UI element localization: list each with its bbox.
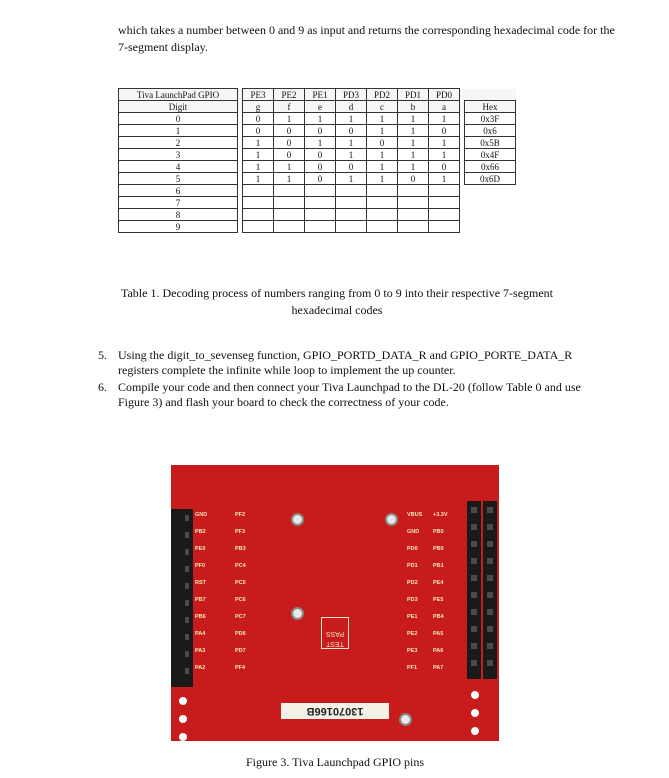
hex-cell [465,221,516,233]
table-row [119,137,516,149]
bit-cell [274,209,305,221]
pin-label: PB0 [433,546,444,552]
pin-label: PE3 [407,648,418,654]
bit-cell: 0 [305,149,336,161]
hex-cell: 0x6 [465,125,516,137]
bit-cell: 0 [305,173,336,185]
hex-cell: 0x66 [465,161,516,173]
launchpad-photo [171,465,499,741]
pin-label: PC4 [235,563,246,569]
bit-cell: 0 [429,125,460,137]
pin-hole [471,558,477,564]
bit-cell: 1 [336,137,367,149]
pin-label: GND [407,529,420,535]
pin-hole [487,592,493,598]
mount-hole-icon [399,713,412,726]
bit-cell [336,209,367,221]
bit-cell: 1 [367,173,398,185]
bit-cell: 1 [243,149,274,161]
digit-cell: 1 [119,125,238,137]
bit-cell: 1 [429,137,460,149]
pin-label: PD2 [407,580,418,586]
hex-cell: 0x4F [465,149,516,161]
segment-header: c [367,101,398,113]
segment-header: d [336,101,367,113]
bit-cell: 1 [305,113,336,125]
pin-label: PD0 [407,546,418,552]
table-row [119,161,516,173]
hex-cell: 0x5B [465,137,516,149]
bit-cell: 0 [274,149,305,161]
table-row [119,185,516,197]
bit-cell: 1 [336,173,367,185]
pin-label: PB5 [433,529,444,535]
pin-hole [471,524,477,530]
table-subheader-row [119,101,516,113]
pin-label: PD1 [407,563,418,569]
bit-cell: 1 [305,137,336,149]
bit-cell: 0 [398,173,429,185]
digit-header: Digit [119,101,238,113]
led-dot-icon [471,691,479,699]
pin-label: PA4 [195,631,206,637]
pin-label: PA2 [195,665,206,671]
pin-label: PB1 [433,563,444,569]
hex-cell [465,209,516,221]
digit-cell: 6 [119,185,238,197]
bit-cell [336,221,367,233]
pin-header: PD3 [336,89,367,101]
pin-label: PC5 [235,580,246,586]
pin-header-strip [171,509,185,687]
pin-label: PE5 [433,597,444,603]
bit-cell: 1 [398,149,429,161]
segment-header: b [398,101,429,113]
pin-hole [487,609,493,615]
digit-cell: 9 [119,221,238,233]
pin-label: PB3 [235,546,246,552]
pin-label: PA3 [195,648,206,654]
bit-cell: 0 [274,137,305,149]
bit-cell: 0 [336,161,367,173]
table-row [119,173,516,185]
step-item [98,380,598,410]
bit-cell [398,209,429,221]
bit-cell [274,185,305,197]
pin-label: PE4 [433,580,444,586]
bit-cell: 1 [274,173,305,185]
bit-cell: 0 [305,125,336,137]
pin-label: PB6 [195,614,206,620]
bit-cell [243,221,274,233]
bit-cell [398,185,429,197]
pin-hole [487,660,493,666]
bit-cell [274,197,305,209]
bit-cell: 1 [336,149,367,161]
mount-hole-icon [291,607,304,620]
step-number: 6. [98,380,107,394]
mount-hole-icon [291,513,304,526]
bit-cell [336,197,367,209]
bit-cell [429,221,460,233]
instruction-steps [98,348,598,412]
bit-cell: 0 [274,125,305,137]
pin-label: PB4 [433,614,444,620]
pin-label: PB7 [195,597,206,603]
pin-hole [471,541,477,547]
pin-label: PC6 [235,597,246,603]
test-pass-stamp: TEST PASS [321,617,349,649]
pin-label: PA6 [433,648,444,654]
pin-label: PD3 [407,597,418,603]
bit-cell: 1 [398,113,429,125]
pin-header-strip [483,501,497,679]
pin-label: PD6 [235,631,246,637]
table-row [119,197,516,209]
bit-cell [305,185,336,197]
bit-cell [305,197,336,209]
pin-label: PB2 [195,529,206,535]
pin-hole [471,660,477,666]
pin-hole [471,643,477,649]
bit-cell: 1 [274,161,305,173]
bit-cell: 1 [398,161,429,173]
pin-hole [471,507,477,513]
bit-cell: 1 [367,161,398,173]
step-text: Compile your code and then connect your Tiva Launchpad to the DL-20 (follow Table 0 and use Figure 3) and flash your board to check the correctness of your code. [118,380,581,409]
pin-label: PE1 [407,614,418,620]
bit-cell [367,197,398,209]
bit-cell: 1 [243,137,274,149]
pin-header: PE2 [274,89,305,101]
bit-cell: 0 [367,137,398,149]
led-dot-icon [179,715,187,723]
pin-hole [487,507,493,513]
bit-cell: 1 [336,113,367,125]
bit-cell [398,197,429,209]
bit-cell: 1 [243,161,274,173]
bit-cell: 1 [429,113,460,125]
digit-cell: 3 [119,149,238,161]
pin-header: PD1 [398,89,429,101]
hex-cell: 0x3F [465,113,516,125]
bit-cell: 0 [336,125,367,137]
pin-hole [487,524,493,530]
launchpad-board [171,465,499,741]
pin-header: PD2 [367,89,398,101]
digit-cell: 0 [119,113,238,125]
bit-cell [429,197,460,209]
bit-cell [274,221,305,233]
led-dot-icon [179,697,187,705]
bit-cell: 1 [398,125,429,137]
led-dot-icon [471,709,479,717]
bit-cell [367,221,398,233]
pin-label: PF3 [235,529,246,535]
pin-header: PE1 [305,89,336,101]
pin-hole [471,626,477,632]
pin-label: PE0 [195,546,206,552]
bit-cell: 1 [429,173,460,185]
pin-hole [487,626,493,632]
segment-header: e [305,101,336,113]
decoding-table [118,88,516,233]
bit-cell [243,209,274,221]
pin-label: VBUS [407,512,423,518]
bit-cell [367,185,398,197]
pin-hole [471,609,477,615]
bit-cell [398,221,429,233]
hex-cell [465,185,516,197]
serial-label: 13070166B [281,703,389,719]
pin-hole [471,575,477,581]
pin-hole [487,541,493,547]
bit-cell: 1 [429,149,460,161]
pin-label: PF0 [195,563,206,569]
figure-caption: Figure 3. Tiva Launchpad GPIO pins [246,755,424,769]
bit-cell [429,185,460,197]
bit-cell [336,185,367,197]
bit-cell [305,209,336,221]
table-row [119,221,516,233]
pin-hole [487,643,493,649]
bit-cell [243,197,274,209]
hex-header: Hex [465,101,516,113]
hex-cell [465,197,516,209]
segment-header: f [274,101,305,113]
bit-cell [429,209,460,221]
pin-label: PF4 [235,665,246,671]
pin-label: PF1 [407,665,418,671]
table-row [119,113,516,125]
bit-cell: 0 [429,161,460,173]
digit-cell: 7 [119,197,238,209]
digit-cell: 4 [119,161,238,173]
bit-cell: 1 [274,113,305,125]
pin-label: RST [195,580,206,586]
step-item [98,348,598,378]
bit-cell: 0 [243,125,274,137]
digit-cell: 2 [119,137,238,149]
bit-cell: 1 [367,149,398,161]
segment-header: a [429,101,460,113]
pin-label: GND [195,512,208,518]
pin-label: PF2 [235,512,246,518]
pin-header: PE3 [243,89,274,101]
table-row [119,125,516,137]
pin-label: +3.3V [433,512,448,518]
pin-header-strip [467,501,481,679]
digit-cell: 5 [119,173,238,185]
header-label: Tiva LaunchPad GPIO [119,89,238,101]
hex-cell: 0x6D [465,173,516,185]
pin-hole [487,575,493,581]
table-caption: Table 1. Decoding process of numbers ranging from 0 to 9 into their respective 7-segment hexadecimal codes [120,286,554,317]
led-dot-icon [471,727,479,735]
bit-cell: 1 [398,137,429,149]
pin-hole [487,558,493,564]
pin-label: PC7 [235,614,246,620]
table-header-row [119,89,516,101]
intro-paragraph: which takes a number between 0 and 9 as input and returns the corresponding hexadecimal code for the 7-segment display. [118,23,615,54]
hex-header-blank [465,89,516,101]
pin-header: PD0 [429,89,460,101]
table-row [119,209,516,221]
mount-hole-icon [385,513,398,526]
step-number: 5. [98,348,107,362]
pin-label: PA5 [433,631,444,637]
bit-cell: 1 [367,125,398,137]
bit-cell [367,209,398,221]
bit-cell: 0 [305,161,336,173]
led-dot-icon [179,733,187,741]
bit-cell: 1 [367,113,398,125]
step-text: Using the digit_to_sevenseg function, GPIO_PORTD_DATA_R and GPIO_PORTE_DATA_R registers complete the infinite while loop to implement the up counter. [118,348,573,377]
pin-label: PD7 [235,648,246,654]
pin-label: PA7 [433,665,444,671]
bit-cell: 1 [243,173,274,185]
pin-hole [471,592,477,598]
bit-cell [243,185,274,197]
bit-cell [305,221,336,233]
digit-cell: 8 [119,209,238,221]
table-row [119,149,516,161]
segment-header: g [243,101,274,113]
pin-label: PE2 [407,631,418,637]
bit-cell: 0 [243,113,274,125]
